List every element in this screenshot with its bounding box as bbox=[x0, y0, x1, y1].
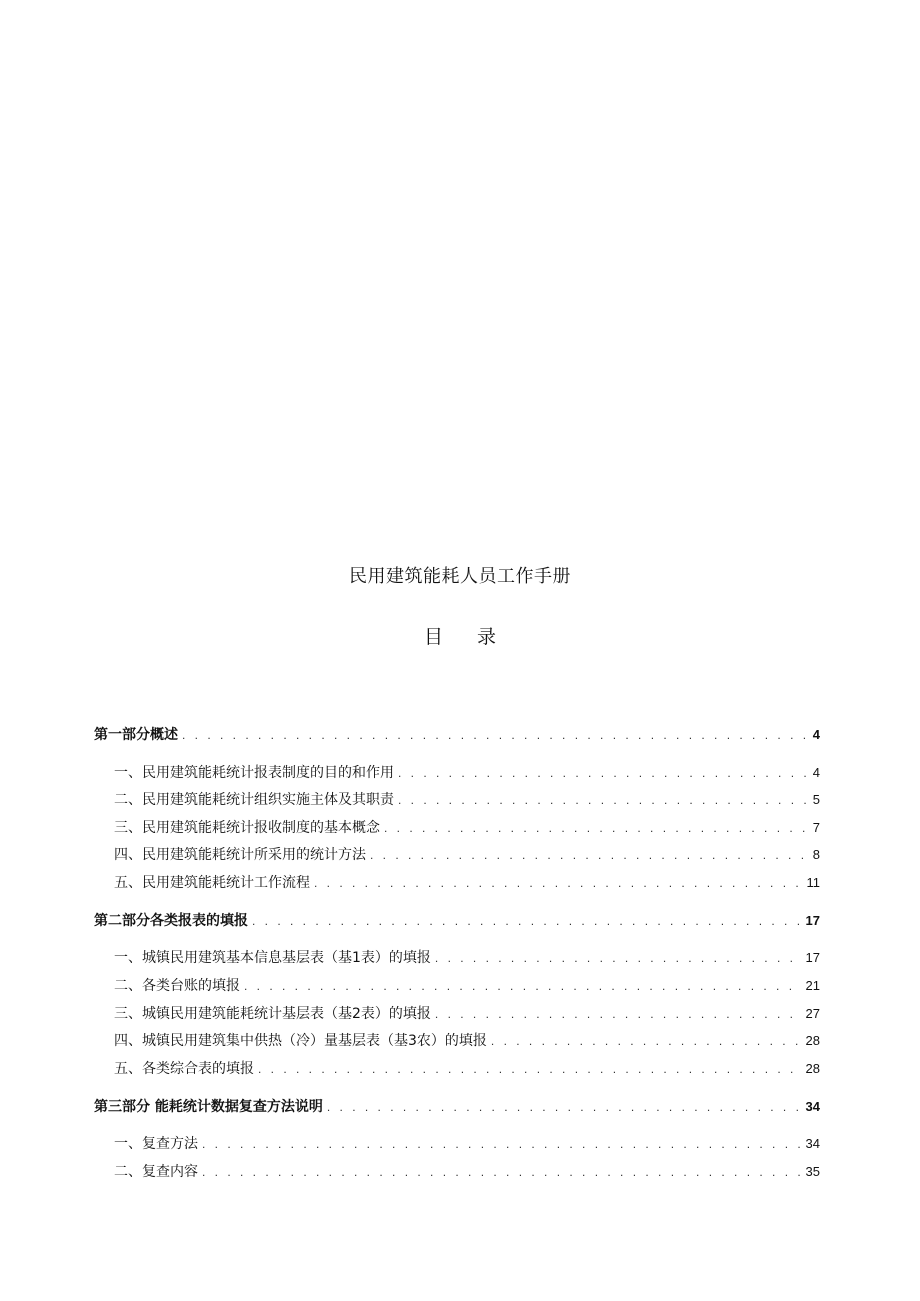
toc-entry-label: 一、复查方法 bbox=[114, 1136, 198, 1152]
dot-leader bbox=[370, 844, 809, 866]
toc-entry-label: 第一部分概述 bbox=[94, 727, 178, 743]
toc-entry-label: 四、民用建筑能耗统计所采用的统计方法 bbox=[114, 847, 366, 863]
toc-entry[interactable] bbox=[94, 947, 820, 969]
dot-leader bbox=[314, 872, 803, 894]
dot-leader bbox=[258, 1058, 802, 1080]
toc-entry-page: 28 bbox=[805, 1061, 820, 1076]
toc-entry[interactable] bbox=[94, 789, 820, 811]
document-title: 民用建筑能耗人员工作手册 bbox=[349, 566, 571, 587]
toc-entry-label: 二、各类台账的填报 bbox=[114, 978, 240, 994]
toc-entry-part-2[interactable] bbox=[94, 910, 820, 932]
dot-leader bbox=[327, 1096, 802, 1118]
dot-leader bbox=[182, 724, 809, 746]
toc-entry-page: 4 bbox=[812, 765, 820, 780]
toc-entry-label: 一、城镇民用建筑基本信息基层表（基1表）的填报 bbox=[114, 950, 431, 966]
dot-leader bbox=[244, 975, 802, 997]
toc-heading: 目 录 bbox=[423, 626, 511, 648]
toc-entry[interactable] bbox=[94, 1030, 820, 1052]
toc-entry-page: 21 bbox=[805, 978, 820, 993]
toc-entry-label: 第三部分 能耗统计数据复查方法说明 bbox=[94, 1099, 323, 1115]
toc-entry-label: 二、民用建筑能耗统计组织实施主体及其职责 bbox=[114, 792, 394, 808]
toc-entry-page: 28 bbox=[805, 1033, 820, 1048]
toc-entry-page: 11 bbox=[806, 875, 820, 890]
dot-leader bbox=[435, 1003, 802, 1025]
toc-entry-page: 17 bbox=[805, 913, 820, 928]
toc-entry[interactable] bbox=[94, 817, 820, 839]
toc-entry-page: 34 bbox=[805, 1136, 820, 1151]
toc-entry-label: 五、民用建筑能耗统计工作流程 bbox=[114, 875, 310, 891]
toc-entry-label: 三、城镇民用建筑能耗统计基层表（基2表）的填报 bbox=[114, 1006, 431, 1022]
dot-leader bbox=[252, 910, 802, 932]
dot-leader bbox=[398, 789, 809, 811]
dot-leader bbox=[435, 947, 802, 969]
toc-entry[interactable] bbox=[94, 1133, 820, 1155]
toc-entry-page: 7 bbox=[812, 820, 820, 835]
toc-entry-page: 8 bbox=[812, 847, 820, 862]
toc-entry[interactable] bbox=[94, 762, 820, 784]
dot-leader bbox=[202, 1133, 802, 1155]
toc-entry[interactable] bbox=[94, 1003, 820, 1025]
toc-entry-part-3[interactable] bbox=[94, 1096, 820, 1118]
dot-leader bbox=[398, 762, 809, 784]
toc-entry-label: 五、各类综合表的填报 bbox=[114, 1061, 254, 1077]
toc-entry-page: 5 bbox=[812, 792, 820, 807]
dot-leader bbox=[384, 817, 809, 839]
toc-entry-page: 17 bbox=[805, 950, 820, 965]
toc-entry-label: 四、城镇民用建筑集中供热（冷）量基层表（基3农）的填报 bbox=[114, 1033, 487, 1049]
toc-entry-label: 二、复查内容 bbox=[114, 1164, 198, 1180]
toc-entry-label: 一、民用建筑能耗统计报表制度的目的和作用 bbox=[114, 765, 394, 781]
table-of-contents bbox=[94, 0, 820, 1301]
toc-entry[interactable] bbox=[94, 872, 820, 894]
toc-entry-label: 第二部分各类报表的填报 bbox=[94, 913, 248, 929]
dot-leader bbox=[202, 1161, 802, 1183]
toc-entry[interactable] bbox=[94, 1058, 820, 1080]
toc-entry[interactable] bbox=[94, 844, 820, 866]
toc-entry-page: 27 bbox=[805, 1006, 820, 1021]
toc-entry-label: 三、民用建筑能耗统计报收制度的基本概念 bbox=[114, 820, 380, 836]
toc-entry[interactable] bbox=[94, 1161, 820, 1183]
toc-entry-page: 34 bbox=[805, 1099, 820, 1114]
dot-leader bbox=[491, 1030, 802, 1052]
toc-entry-page: 4 bbox=[812, 727, 820, 742]
toc-entry[interactable] bbox=[94, 975, 820, 997]
toc-entry-part-1[interactable] bbox=[94, 724, 820, 746]
toc-entry-page: 35 bbox=[805, 1164, 820, 1179]
